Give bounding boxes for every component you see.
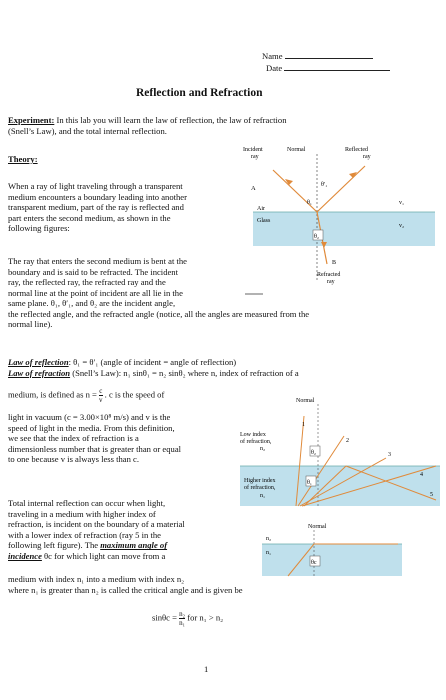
refracted-ray-label: ray [327,279,335,285]
text-line: with a lower index of refraction (ray 5 in the [8,529,161,540]
fraction-denominator: v [99,396,103,404]
text-line: The ray that enters the second medium is bent at the [8,256,187,266]
glass-label: Glass [257,218,271,224]
reflected-ray [317,166,365,212]
date-label: Date [266,63,283,73]
index-definition-line [8,387,164,404]
experiment-line-1 [8,115,287,126]
text-span: following left figure). The [8,540,99,551]
air-label: Air [257,206,265,212]
text-line: transparent medium, part of the ray is reflected and [8,202,184,213]
formula-fraction [179,610,185,627]
date-field [266,63,390,74]
text-line [8,540,240,551]
fraction-numerator: c [99,387,103,395]
ray-2-label: 2 [346,438,349,444]
fraction-denominator: n₁ [179,619,186,627]
name-line [285,58,373,59]
theory-paragraph-1 [8,181,248,234]
v1-label: v₁ [399,200,405,206]
incidence-label: incidence [8,550,42,561]
page-number: 1 [204,664,209,674]
index-fraction [99,387,103,404]
fraction-numerator: n₂ [179,610,186,618]
normal-label: Normal [296,398,315,404]
text-span: medium, is defined as n = [8,389,100,400]
name-field [262,51,373,62]
text-line: refraction, is incident on the boundary of a material [8,519,185,530]
text-line: Total internal reflection can occur when light, [8,498,166,508]
point-b-label: B [332,260,337,266]
theta1-label: θ₁ [307,480,312,486]
thetac-label: θc [311,560,317,566]
text-line: normal line at the point of incident are all lie in the [8,287,183,298]
incident-ray-label: ray [251,154,259,160]
text-line: traveling in a medium with higher index of [8,508,156,519]
theory-paragraph-2 [8,256,248,298]
tir-paragraph [8,498,240,562]
text-line: medium encounters a boundary leading into another [8,191,187,202]
law-of-reflection-label: Law of reflection [8,357,69,367]
critical-angle-formula [152,610,223,627]
law-of-refraction-line [8,368,299,379]
reflected-label: Reflected [345,147,368,153]
text-line: boundary and is said to be refracted. The incident [8,266,178,277]
law-of-refraction-text: (Snell’s Law): n₁ sinθ₁ = n₂ sinθ₂ where n, index of refraction of a [70,368,299,378]
ray-5-label: 5 [430,492,433,498]
text-line: dimensionless number that is greater than or equal [8,443,182,454]
glass-medium [253,212,435,246]
theta2-label: θ₂ [314,234,319,240]
reflection-refraction-figure [245,140,440,298]
text-line: When a ray of light traveling through a transparent [8,181,183,191]
incident-label: Incident [243,147,263,153]
theta2-label: θ₂ [311,450,316,456]
critical-angle-figure [258,520,408,578]
formula-lhs: sinθc = [152,612,180,623]
n2-label: n₂ [266,536,272,542]
normal-label: Normal [287,147,306,153]
reflected-ray-label: ray [363,154,371,160]
v2-label: v₂ [399,223,405,229]
text-line: where n₁ is greater than n₂ is called the critical angle and is given be [8,584,243,595]
ray-3-label: 3 [388,452,391,458]
text-line: part enters the second medium, as shown in the [8,212,171,223]
experiment-line-2: (Snell’s Law), and the total internal reflection. [8,126,167,136]
point-a-label: A [251,185,256,192]
max-angle-label: maximum angle of [100,540,168,551]
text-line: normal line). [8,319,53,330]
high-index-label-1: Higher index [244,478,276,484]
law-of-reflection-line [8,357,236,368]
name-label: Name [262,51,283,61]
experiment-label: Experiment: [8,115,55,125]
text-line [8,551,240,562]
text-line: medium with index n₁ into a medium with index n₂ [8,574,185,584]
high-index-label-2: of refraction, [244,485,276,491]
normal-label: Normal [308,524,327,530]
text-line: following figures: [8,223,70,234]
speed-paragraph [8,412,240,465]
text-line: we see that the index of refraction is a [8,433,139,444]
theory-label: Theory: [8,154,38,164]
theta1-label: θ₁ [307,200,312,206]
law-of-refraction-label: Law of refraction [8,368,71,378]
theory-paragraph-2-full [8,298,438,330]
text-line: ray, the reflected ray, the refracted ray and the [8,277,166,288]
total-internal-reflection-figure [236,396,442,516]
low-index-label-2: of refraction, [240,439,272,445]
ray-4-label: 4 [420,472,423,478]
text-span: . c is the speed of [104,389,165,400]
experiment-text-1: In this lab you will learn the law of reflection, the law of refraction [56,115,287,125]
refracted-label: Refracted [317,272,341,278]
high-index-label-3: n₁ [260,493,266,499]
page-title: Reflection and Refraction [136,87,263,99]
text-line: same plane. θ₁, θ′₁, and θ₂ are the incident angle, [8,298,176,308]
text-line: the reflected angle, and the refracted angle (notice, all the angles are measured from the [8,308,310,319]
date-line [284,70,390,71]
ray-1-label: 1 [302,422,305,428]
text-line: to one because v is always less than c. [8,454,140,465]
formula-condition: for n₁ > n₂ [187,612,224,623]
theta1-prime-label: θ′₁ [321,182,328,188]
n1-label: n₁ [266,550,272,556]
low-index-label-1: Low index [240,432,266,438]
text-line: speed of light in the media. From this definition, [8,422,175,433]
text-line: light in vacuum (c = 3.00×10⁸ m/s) and v is the [8,412,171,422]
text-span: θc for which light can move from a [41,550,166,561]
law-of-reflection-text: : θ₁ = θ′₁ (angle of incident = angle of reflection) [68,357,237,367]
higher-index-medium [262,544,402,576]
low-index-label-3: n₂ [260,446,266,452]
